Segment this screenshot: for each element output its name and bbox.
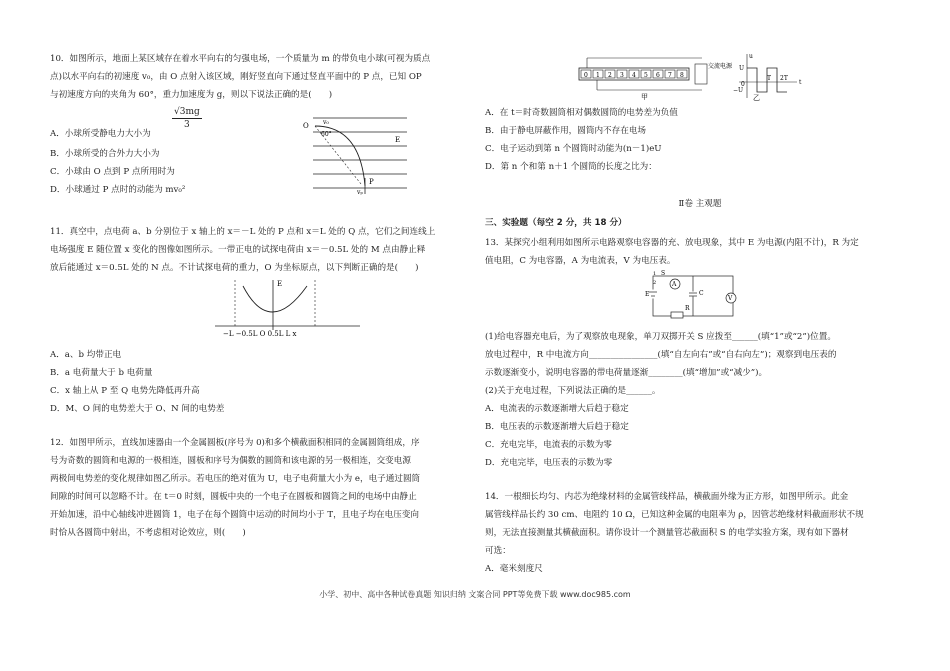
label-vp: vₚ [357,189,363,196]
q13-line-1: 13．某探究小组利用如图所示电路观察电容器的充、放电现象，其中 E 为电源(内阻不计)，R 为定 [485,238,859,248]
q12-line-4: 间隙的时间可以忽略不计。在 t＝0 时刻，圆板中央的一个电子在圆板和圆筒之间的电场中由静止 [50,492,417,502]
part-two-heading: Ⅱ卷 主观题 [678,199,722,209]
q13-sub-3: 示数逐渐变小，说明电容器的带电荷量逐渐________(填“增加”或“减少”)。 [485,368,768,378]
q10-field-figure [295,112,415,196]
capacitor-label: C [699,290,704,297]
label-yi: 乙 [753,94,760,102]
q12-line-5: 开始加速，沿中心轴线冲进圆筒 1，电子在每个圆筒中运动的时间均小于 T，且电子均在电压变向 [50,510,420,520]
label-T: T [767,75,772,82]
axis-t: t [799,79,802,86]
q12-option-a: A．在 t＝时奇数圆筒相对偶数圆筒的电势差为负值 [485,108,678,118]
ammeter-label: A [672,281,677,288]
q10-option-b: B．小球所受的合外力大小为 [50,149,160,159]
q10-option-d: D．小球通过 P 点时的动能为 mv₀² [50,185,186,195]
label-negU: −U [733,87,744,94]
q12-accelerator-figure [577,52,807,102]
fraction-numerator: √3mg [174,107,200,117]
tube-label-6: 6 [656,72,660,79]
q14-line-4: 可选： [485,546,511,556]
q14-option-a: A．毫米刻度尺 [485,564,543,574]
q14-line-2: 属管线样品长约 30 cm、电阻约 10 Ω，已知这种金属的电阻率为 ρ，因管芯绝缘材料截面形状不规 [485,510,864,520]
q12-line-6: 时恰从各圆筒中射出，不考虑相对论效应，则( ) [50,528,246,538]
contact-2-label: 2 [653,280,657,286]
q10-line-1: 10．如图所示，地面上某区域存在着水平向右的匀强电场，一个质量为 m 的带负电小球(可视为质点 [50,54,431,64]
q12-option-c: C．电子运动到第 n 个圆筒时动能为(n－1)eU [485,144,662,154]
q11-option-c: C．x 轴上从 P 至 Q 电势先降低再升高 [50,386,200,396]
q13-sub-4: (2)关于充电过程，下列说法正确的是______。 [485,386,661,396]
q13-sub-2: 放电过程中，R 中电流方向________________(填“自左向右”或“自右向左”)；观察到电压表的 [485,350,837,360]
page-footer: 小学、初中、高中各种试卷真题 知识归纳 文案合同 PPT等免费下载 www.doc985.com [319,590,631,599]
q14-line-1: 14．一根细长均匀、内芯为绝缘材料的金属管线样品，横截面外缘为正方形，如图甲所示。此金 [485,492,849,502]
voltmeter-label: V [728,295,733,302]
q12-line-3: 两极间电势差的变化规律如图乙所示。若电压的绝对值为 U，电子电荷量大小为 e，电子通过圆筒 [50,474,421,484]
label-v0: v₀ [323,119,329,126]
label-p: P [369,178,374,186]
label-zero: 0 [741,81,745,88]
q12-line-1: 12．如图甲所示，直线加速器由一个金属圆板(序号为 0)和多个横截面积相同的金属圆筒组成，序 [50,438,420,448]
label-o: O [303,122,309,130]
q10-option-a: A．小球所受静电力大小为 [50,129,151,139]
label-e: E [395,136,401,144]
q12-option-b: B．由于静电屏蔽作用，圆筒内不存在电场 [485,126,647,136]
q11-line-3: 放后能通过 x＝0.5L 处的 N 点。不计试探电荷的重力，O 为坐标原点，以下判断正确的是( ) [50,263,419,273]
tube-label-0: 0 [584,72,588,79]
q12-line-2: 号为奇数的圆筒和电源的一极相连，圆板和序号为偶数的圆筒和该电源的另一极相连，交变电源 [50,456,411,466]
resistor-label: R [685,305,690,312]
q13-sub-1: (1)给电容器充电后，为了观察放电现象，单刀双掷开关 S 应拨至______(填“1”或“2”)位置。 [485,332,836,342]
q13-option-c: C．充电完毕，电流表的示数为零 [485,440,612,450]
q13-option-b: B．电压表的示数逐渐增大后趋于稳定 [485,422,629,432]
q14-line-3: 则，无法直接测量其横截面积。请你设计一个测量管芯截面积 S 的电学实验方案，现有如下器材 [485,528,849,538]
label-jia: 甲 [641,93,648,101]
label-U: U [739,65,745,72]
tube-label-7: 7 [668,72,672,79]
axis-u: u [749,53,753,60]
q11-line-2: 电场强度 E 随位置 x 变化的图像如图所示。一带正电的试探电荷由 x＝－0.5L 处的 M 点由静止释 [50,245,426,255]
contact-1-label: 1 [653,271,657,277]
q13-option-a: A．电流表的示数逐渐增大后趋于稳定 [485,404,629,414]
section-three-heading: 三、实验题（每空 2 分，共 18 分） [485,218,627,228]
q13-line-2: 值电阻，C 为电容器，A 为电流表，V 为电压表。 [485,256,676,266]
tube-label-1: 1 [596,72,600,79]
q13-option-d: D．充电完毕，电压表的示数为零 [485,458,613,468]
q10-option-c: C．小球由 O 点到 P 点所用时为 [50,167,175,177]
q13-circuit [645,270,745,322]
source-label: 交流电源 [708,63,733,70]
q12-option-d: D．第 n 个和第 n＋1 个圆筒的长度之比为： [485,162,657,172]
q11-option-b: B．a 电荷量大于 b 电荷量 [50,368,153,378]
label-angle: 60° [321,131,332,138]
tube-label-4: 4 [632,72,636,79]
label-e-axis: E [277,280,283,288]
label-2T: 2T [780,75,788,82]
emf-label: E [645,291,650,298]
switch-label: S [661,270,666,277]
q11-field-graph [215,276,365,338]
q11-line-1: 11．真空中，点电荷 a、b 分别位于 x 轴上的 x＝－L 处的 P 点和 x＝L 处的 Q 点，它们之间连线上 [50,227,436,237]
q11-option-a: A．a、b 均带正电 [50,350,122,360]
tube-label-3: 3 [620,72,624,79]
tube-label-5: 5 [644,72,648,79]
q10-line-2: 点)以水平向右的初速度 v₀，由 O 点射入该区域，刚好竖直向下通过竖直平面中的 P 点，已知 OP [50,72,422,82]
q11-option-d: D．M、O 间的电势差大于 O、N 间的电势差 [50,404,225,414]
q10-line-3: 与初速度方向的夹角为 60°，重力加速度为 g，则以下说法正确的是( ) [50,90,333,100]
x-axis-labels: −L −0.5L O 0.5L L x [223,330,297,338]
tube-label-8: 8 [680,72,684,79]
tube-label-2: 2 [608,72,612,79]
fraction-denominator: 3 [184,120,190,130]
